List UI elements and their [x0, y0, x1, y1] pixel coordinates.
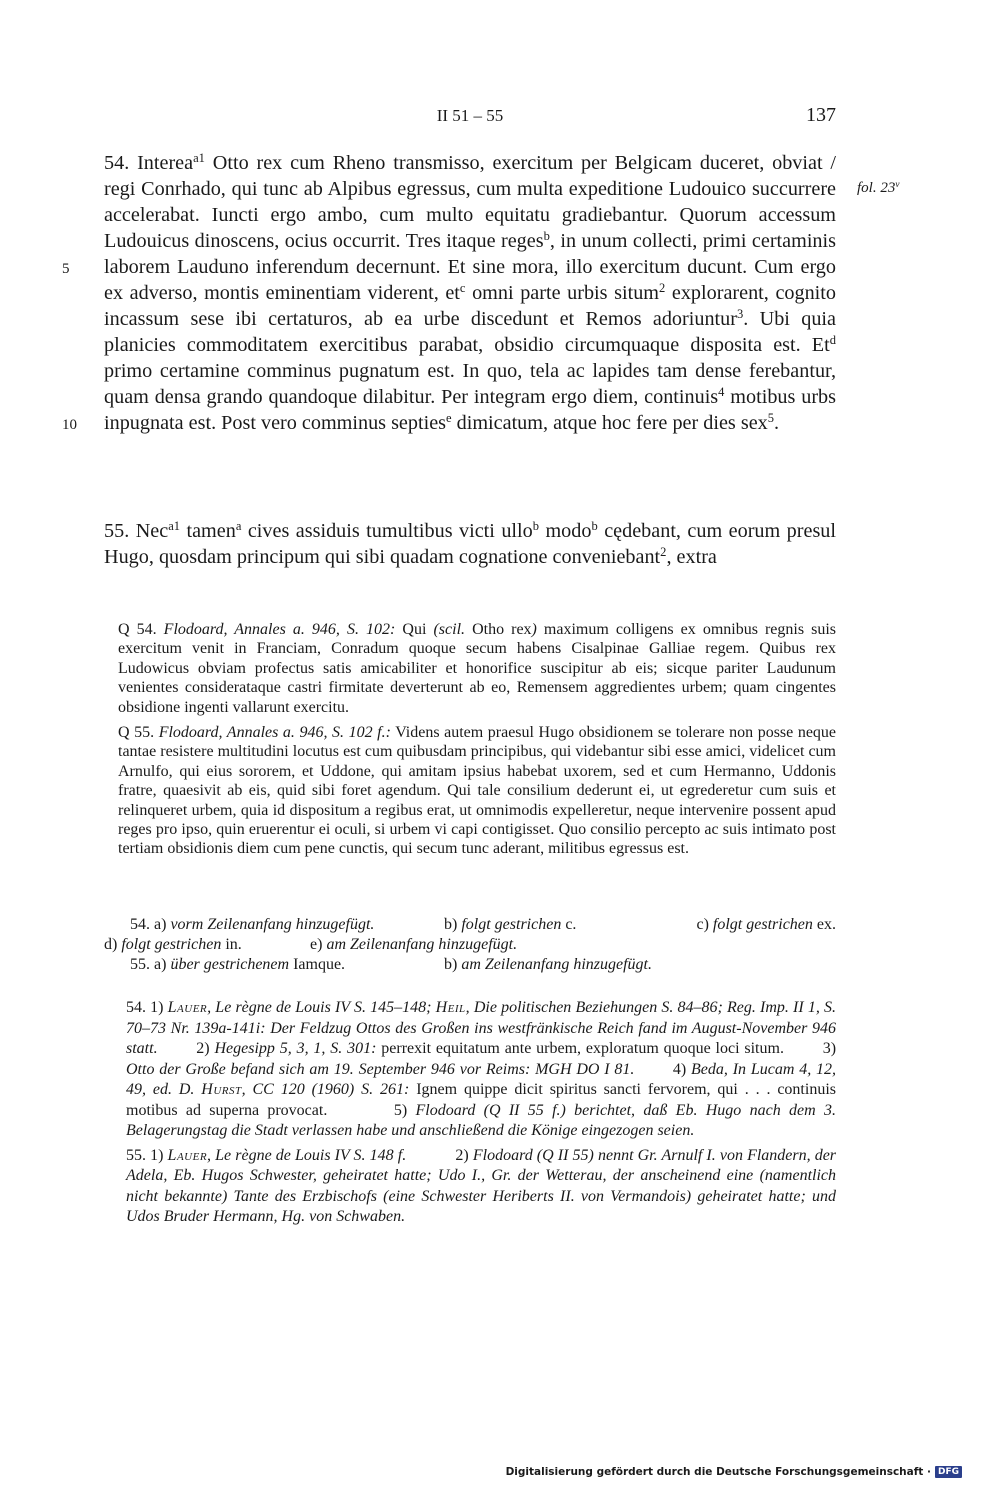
- line-number-10: 10: [62, 417, 77, 433]
- dfg-logo-icon: DFG: [935, 1466, 962, 1478]
- chapter-55: [104, 518, 836, 570]
- source-q55: Q 55. Flodoard, Annales a. 946, S. 102 f.: Videns autem praesul Hugo obsidionem se tolerare non posse neque tantae resistere multitudini locutus est cum quibusdam principibus, qui videbantur sibi esse amici, videlicet cum Arnulfo, qui eius sororem, et Uddone, qui amitam ipsius habebat uxorem, sed et cum Hermanno, Uddonis fratre, quaesivit ab eis, quid sibi foret agendum. Qui tale consilium dederunt ei, ut egrederetur cum suis et relinqueret urbem, quia id dispositum a regibus erat, ut omnimodis expelleretur, neque intervenire possent apud reges pro ipso, quin eruerentur ei oculi, si urbem vi capi contigisset. Quo consilio percepto ac suis intimato post tertiam obsidionis diem cum pene cunctis, qui secum tunc aderant, militibus egressus est.: [118, 724, 837, 858]
- chapter-number: 55.: [104, 520, 130, 542]
- chapter-54-text: 54. Interea$^{a1}$ Otto rex cum Rheno transmisso, exercitum per Belgicam duceret, obviat / regi Conrhado, qui tunc ab Alpibus egressus, cum multa expeditione Ludouico succurrere accelerabat. Iuncti ergo ambo, cum multo equitatu gradiebantur. Quorum accessum Ludouicus dinoscens, ocius occurrit. Tres itaque reges$^b$, in unum collecti, primi certaminis laborem Lauduno inferendum decernunt. Et sine mora, illo exercitum ducunt. Cum ergo ex adverso, montis eminentiam viderent, $et^c$ omni parte urbis situm$^2$ explorarent, cognito incassum sese ibi certaturos, ab ea urbe discedunt et Remos adoriuntur$^3$. Ubi quia planicies commoditatem exercitibus parabat, obsidio circumquaque disposita est. Et$^d$ primo certamine comminus pugnatum est. In quo, tela ac lapides tam dense ferebantur, quam densa grando quandoque dilabitur. Per integram ergo diem, continuis$^4$ motibus urbs inpugnata est. Post vero comminus septies$^e$ dimicatum, atque hoc fere per dies sex$^5$.: [104, 151, 836, 434]
- folio-margin-note: fol. 23$^v$: [857, 179, 900, 196]
- commentary-notes: [104, 998, 836, 1232]
- apparatus-row: 54. a) vorm Zeilenanfang hinzugefügt. b) folgt gestrichen c. c) folgt gestrichen ex.: [130, 916, 836, 933]
- source-references: [104, 620, 836, 865]
- critical-apparatus: [104, 915, 836, 975]
- apparatus-row: d) folgt gestrichen in. e) am Zeilenanfang hinzugefügt.: [104, 936, 518, 953]
- running-head: II 51 – 55: [436, 106, 504, 125]
- chapter-number: 54.: [104, 152, 130, 174]
- notes-55: 55. 1) Lauer, Le règne de Louis IV S. 148 f. 2) Flodoard (Q II 55) nennt Gr. Arnulf I. von Flandern, der Adela, Eb. Hugos Schwester, geheiratet hatte; Udo I., Gr. der Wetterau, der anscheinend eine (namentlich nicht bekannte) Tante des Erzbischofs (eine Schwester Heriberts II. von Vermandois) geheiratet hatte; und Udos Bruder Hermann, Hg. von Schwaben.: [126, 1146, 837, 1225]
- page-header: [104, 104, 836, 130]
- chapter-54: [104, 150, 836, 436]
- line-number-5: 5: [62, 261, 70, 277]
- source-q54: Q 54. Flodoard, Annales a. 946, S. 102: Qui (scil. Otho rex) maximum colligens ex omnibus regnis suis exercitum venit in Franciam, Conradum quoque secum habens Cisalpinae Galliae regem. Quibus rex Ludowicus obviam profectus satis amicabiliter et honorifice suscipitur ab eis; sicque pariter Laudunum venientes considerataque castri firmitate deverterunt ab eo, Remensem aggredientes urbem; quam cingentes obsidione ingenti vallarunt exercitu.: [118, 621, 837, 716]
- digitization-credit: Digitalisierung gefördert durch die Deutsche Forschungsgemeinschaft · DFG: [506, 1466, 962, 1478]
- page-number: 137: [806, 104, 836, 126]
- chapter-55-text: 55. Nec$^{a1}$ tamen$^a$ cives assiduis tumultibus victi ullo$^b$ modo$^b$ cędebant, cum eorum presul Hugo, quosdam principum qui sibi quadam cognatione conveniebant$^2$, extra: [104, 519, 837, 568]
- notes-54: 54. 1) Lauer, Le règne de Louis IV S. 145–148; Heil, Die politischen Beziehungen S. 84–86; Reg. Imp. II 1, S. 70–73 Nr. 139a-141i: Der Feldzug Ottos des Großen ins westfränkische Reich fand im August-November 946 statt. 2) Hegesipp 5, 3, 1, S. 301: perrexit equitatum ante urbem, exploratum quoque loci situm. 3) Otto der Große befand sich am 19. September 946 vor Reims: MGH DO I 81. 4) Beda, In Lucam 4, 12, 49, ed. D. Hurst, CC 120 (1960) S. 261: Ignem quippe dicit spiritus sancti fervorem, qui . . . continuis motibus ad superna provocat. 5) Flodoard (Q II 55 f.) berichtet, daß Eb. Hugo nach dem 3. Belagerungstag die Stadt verlassen habe und anschließend die Könige eingezogen seien.: [126, 999, 837, 1139]
- apparatus-row: 55. a) über gestrichenem Iamque. b) am Zeilenanfang hinzugefügt.: [130, 956, 652, 973]
